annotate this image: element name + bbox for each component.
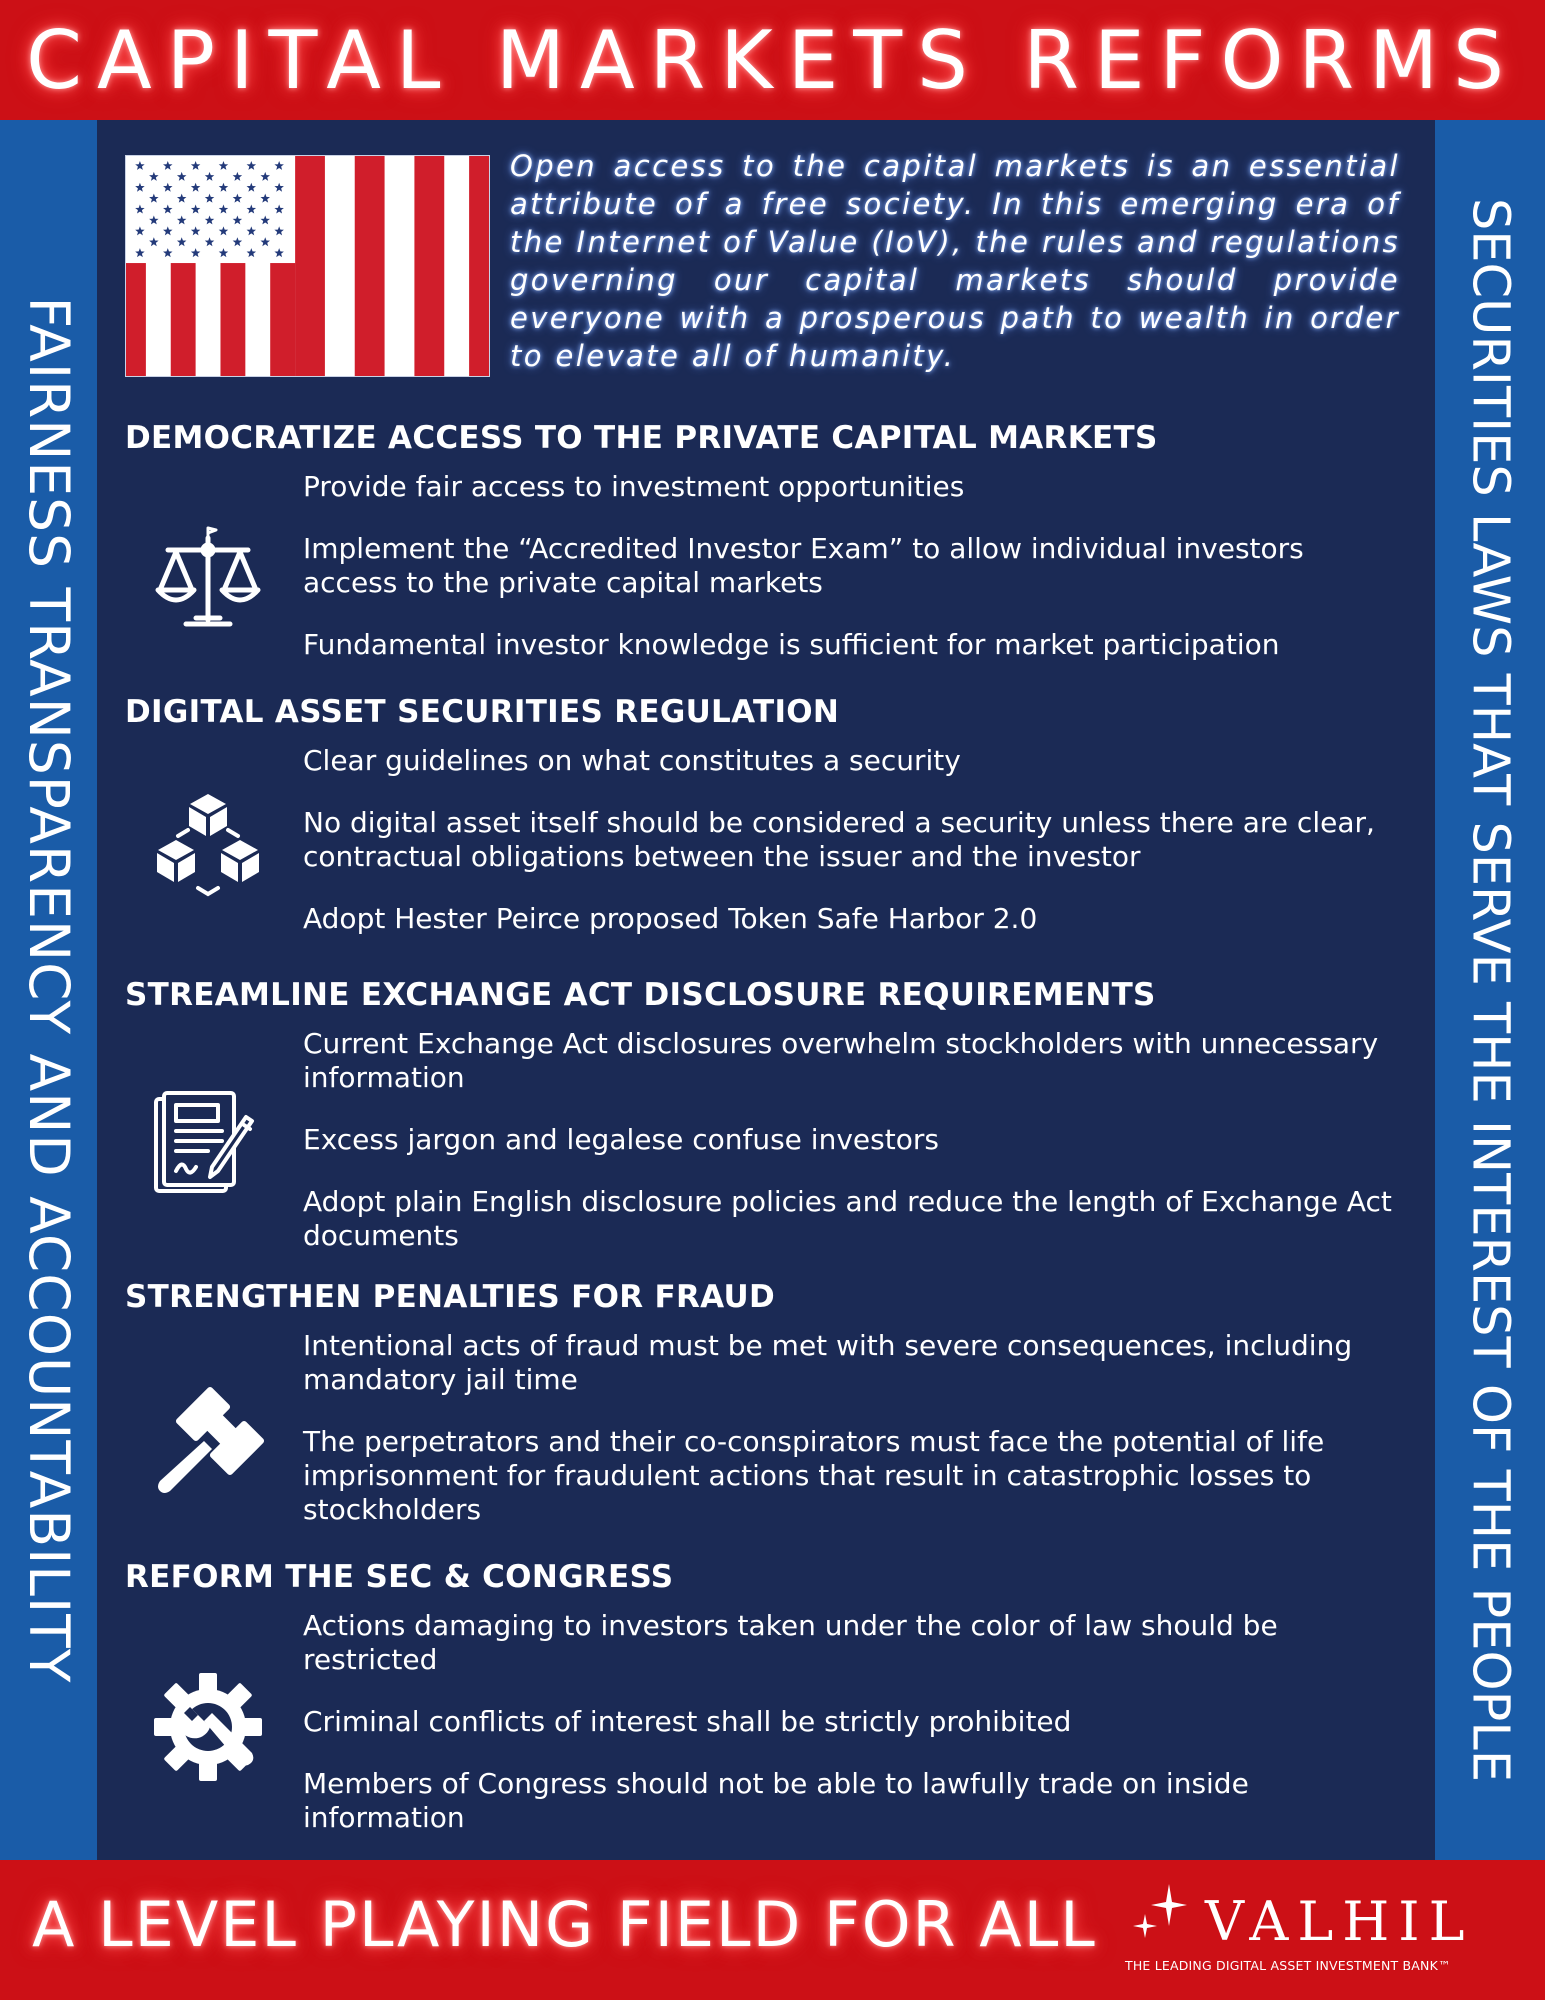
bullet: Provide fair access to investment opportunities — [303, 470, 965, 503]
section-title: STREAMLINE EXCHANGE ACT DISCLOSURE REQUIREMENTS — [125, 977, 1156, 1013]
section-title: REFORM THE SEC & CONGRESS — [125, 1559, 674, 1595]
left-sidebar-text: FAIRNESS TRANSPARENCY AND ACCOUNTABILITY — [16, 296, 81, 1684]
section-title: DIGITAL ASSET SECURITIES REGULATION — [125, 694, 840, 730]
right-sidebar — [1435, 120, 1545, 1860]
bullet: Actions damaging to investors taken under the color of law should be restricted — [303, 1609, 1278, 1676]
bullet: Members of Congress should not be able to lawfully trade on inside information — [303, 1767, 1249, 1834]
left-sidebar — [0, 120, 97, 1860]
scales-icon — [148, 520, 268, 640]
us-flag-icon — [125, 155, 490, 377]
footer-slogan: A LEVEL PLAYING FIELD FOR ALL — [32, 1888, 1097, 1961]
bullet: The perpetrators and their co-conspirators must face the potential of life imprisonment for fraudulent actions that result in catastrophic losses to stockholders — [303, 1425, 1325, 1526]
bullet: Adopt plain English disclosure policies and reduce the length of Exchange Act documents — [303, 1185, 1392, 1252]
section-title: DEMOCRATIZE ACCESS TO THE PRIVATE CAPITAL MARKETS — [125, 420, 1158, 456]
footer-banner — [0, 1860, 1545, 2000]
bullet: Clear guidelines on what constitutes a security — [303, 744, 961, 777]
page-title: CAPITAL MARKETS REFORMS — [26, 13, 1519, 107]
bullet: Fundamental investor knowledge is sufficient for market participation — [303, 628, 1280, 661]
bullet: Current Exchange Act disclosures overwhelm stockholders with unnecessary information — [303, 1027, 1379, 1094]
document-sign-icon — [148, 1085, 268, 1205]
bullet: Excess jargon and legalese confuse investors — [303, 1123, 939, 1156]
bullet: Intentional acts of fraud must be met with severe consequences, including mandatory jail time — [303, 1329, 1353, 1396]
bullet: Implement the “Accredited Investor Exam” to allow individual investors access to the private capital markets — [303, 532, 1304, 599]
right-sidebar-text: SECURITIES LAWS THAT SERVE THE INTEREST OF THE PEOPLE — [1460, 197, 1520, 1783]
logo-name: VALHIL — [1205, 1890, 1474, 1953]
sparkle-star-icon — [1127, 1880, 1197, 1950]
blocks-icon — [148, 786, 268, 906]
header-banner — [0, 0, 1545, 120]
gear-wrench-icon — [148, 1667, 268, 1787]
section-title: STRENGTHEN PENALTIES FOR FRAUD — [125, 1279, 775, 1315]
gavel-icon — [148, 1379, 268, 1499]
logo-tagline: THE LEADING DIGITAL ASSET INVESTMENT BANK™ — [1125, 1958, 1451, 1973]
intro-paragraph: Open access to the capital markets is an essential attribute of a free society. In this emerging era of the Internet of Value (IoV), the rules and regulations governing our capital markets should provide everyone with a prosperous path to wealth in order to elevate all of humanity. — [510, 149, 1400, 373]
bullet: Criminal conflicts of interest shall be strictly prohibited — [303, 1705, 1072, 1738]
valhil-logo — [1125, 1878, 1525, 1988]
bullet: Adopt Hester Peirce proposed Token Safe Harbor 2.0 — [303, 902, 1038, 935]
bullet: No digital asset itself should be considered a security unless there are clear, contractual obligations between the issuer and the investor — [303, 806, 1375, 873]
